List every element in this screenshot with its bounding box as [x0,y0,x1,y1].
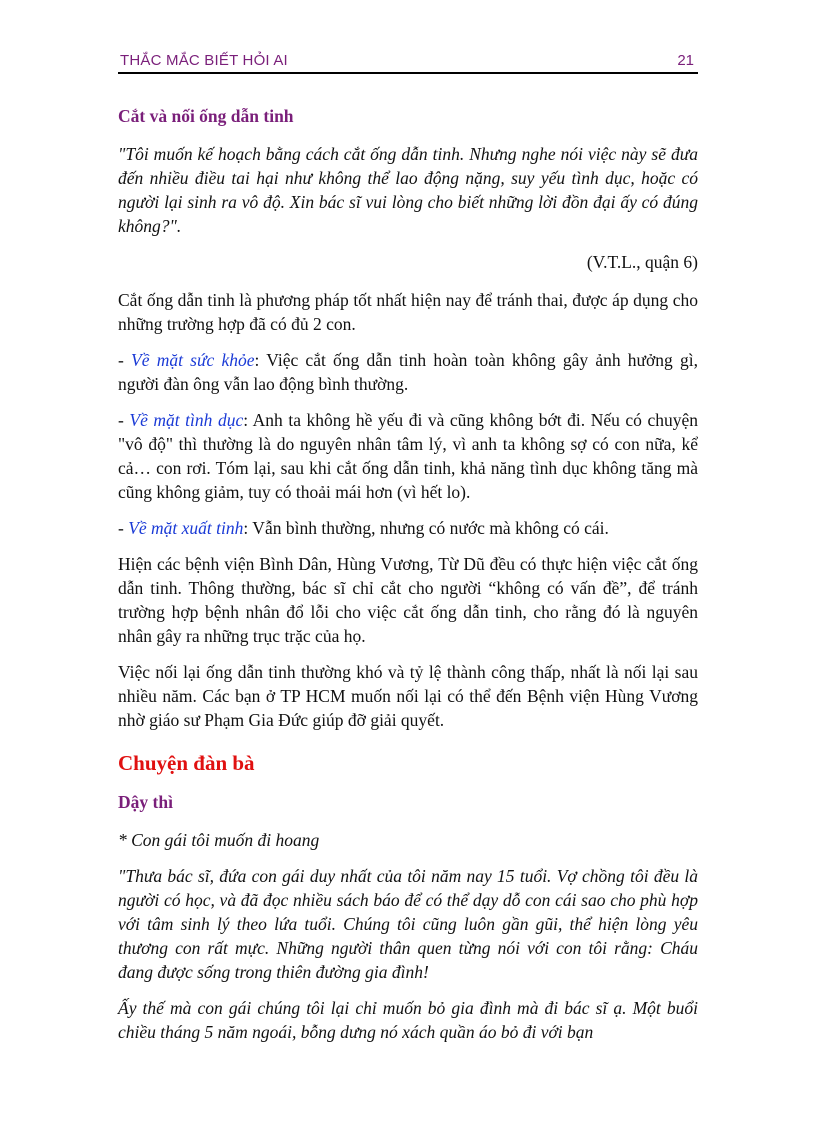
item-label-ejaculation: Về mặt xuất tinh [128,518,244,538]
running-header [118,50,698,74]
item-label-health: Về mặt sức khỏe [131,350,255,370]
reader-question-part-2: Ấy thế mà con gái chúng tôi lại chỉ muốn bỏ gia đình mà đi bác sĩ ạ. Một buổi chiều tháng 5 năm ngoái, bỗng dưng nó xách quần áo bỏ đi với bạn [118,998,698,1042]
answer-item-ejaculation [118,516,698,540]
question-lead: * Con gái tôi muốn đi hoang [118,830,320,850]
answer-paragraph-3: Việc nối lại ống dẫn tinh thường khó và tỷ lệ thành công thấp, nhất là nối lại sau nhiều năm. Các bạn ở TP HCM muốn nối lại có thể đến Bệnh viện Hùng Vương nhờ giáo sư Phạm Gia Đức giúp đỡ giải quyết. [118,662,698,730]
section-heading: Cắt và nối ống dẫn tinh [118,106,294,126]
item-prefix: - [118,410,130,430]
chapter-heading: Chuyện đàn bà [118,751,255,775]
answer-item-sexual [118,408,698,504]
item-text-sexual: : Anh ta không hề yếu đi và cũng không bớt đi. Nếu có chuyện "vô độ" thì thường là do nguyên nhân tâm lý, vì anh ta không sợ có con nữa, kể cả… con rơi. Tóm lại, sau khi cắt ống dẫn tinh, khả năng tình dục không tăng mà cũng không giảm, tuy có thoải mái hơn (vì hết lo). [118,410,699,502]
item-prefix: - [118,350,132,370]
answer-paragraph-2: Hiện các bệnh viện Bình Dân, Hùng Vương, Từ Dũ đều có thực hiện việc cắt ống dẫn tinh. Thông thường, bác sĩ chỉ cắt cho người “không có vấn đề”, để tránh trường hợp bệnh nhân đổ lỗi cho việc cắt ống dẫn tinh, cho rằng đó là nguyên nhân gây ra những trục trặc của họ. [118,554,698,646]
answer-item-health [118,348,698,396]
page-number: 21 [677,52,694,69]
reader-question-part-1: "Thưa bác sĩ, đứa con gái duy nhất của tôi năm nay 15 tuổi. Vợ chồng tôi đều là người có học, và đã đọc nhiều sách báo để có thể dạy dỗ con cái sao cho phù hợp với tâm sinh lý theo lứa tuổi. Chúng tôi cũng luôn gần gũi, thể hiện lòng yêu thương con rất mực. Những người thân quen từng nói với con tôi rằng: Cháu đang được sống trong thiên đường gia đình! [118,866,698,982]
subsection-heading: Dậy thì [118,792,173,812]
answer-paragraph-1: Cắt ống dẫn tinh là phương pháp tốt nhất hiện nay để tránh thai, được áp dụng cho những trường hợp đã có đủ 2 con. [118,290,698,334]
item-text-ejaculation: : Vẫn bình thường, nhưng có nước mà không có cái. [243,518,609,538]
item-label-sexual: Về mặt tình dục [129,410,244,430]
main-content [118,100,698,1056]
item-prefix: - [118,518,129,538]
question-attribution: (V.T.L., quận 6) [586,252,698,272]
reader-question: "Tôi muốn kế hoạch bằng cách cắt ống dẫn tinh. Nhưng nghe nói việc này sẽ đưa đến nhiều điều tai hại như không thể lao động nặng, suy yếu tình dục, hoặc có người lại sinh ra vô độ. Xin bác sĩ vui lòng cho biết những lời đồn đại ấy có đúng không?". [118,144,698,236]
item-text-health: : Việc cắt ống dẫn tinh hoàn toàn không gây ảnh hưởng gì, người đàn ông vẫn lao động bình thường. [118,350,698,394]
header-title: THẮC MẮC BIẾT HỎI AI [120,52,288,69]
